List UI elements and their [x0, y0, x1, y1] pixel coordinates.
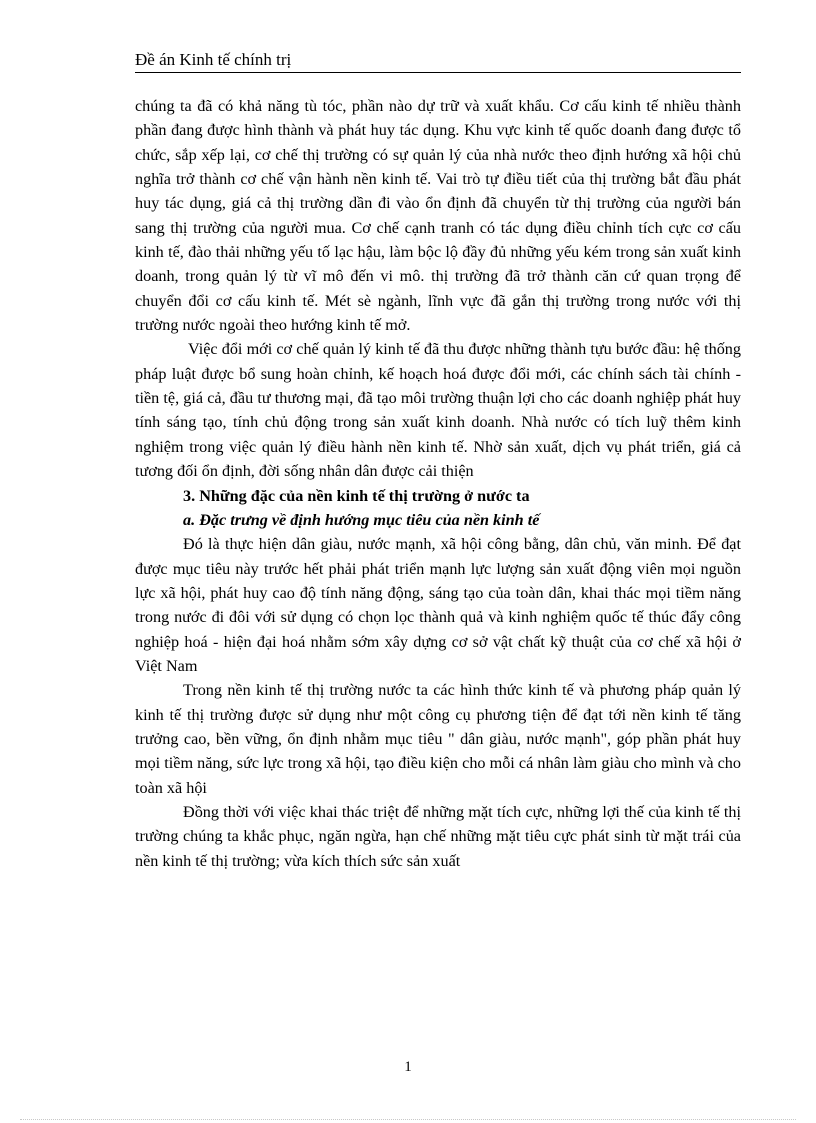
paragraph-5: Đồng thời với việc khai thác triệt để những mặt tích cực, những lợi thế của kinh tế thị trường chúng ta khắc phục, ngăn ngừa, hạn chế những mặt tiêu cực phát sinh từ mặt trái của nền kinh tế thị trường; vừa kích thích sức sản xuất [135, 802, 741, 870]
page-break-divider [20, 1119, 796, 1120]
section-heading: 3. Những đặc của nền kinh tế thị trường ở nước ta [183, 486, 530, 505]
paragraph-2: Việc đổi mới cơ chế quản lý kinh tế đã thu được những thành tựu bước đầu: hệ thống pháp luật được bổ sung hoàn chỉnh, kế hoạch hoá được đổi mới, các chính sách tài chính - tiền tệ, giá cả, đầu tư thương mại, đã tạo môi trường thuận lợi cho các doanh nghiệp phát huy tính sáng tạo, tính chủ động trong sản xuất kinh doanh. Nhà nước có tích luỹ thêm kinh nghiệm trong việc quản lý điều hành nền kinh tế. Nhờ sản xuất, dịch vụ phát triển, giá cả tương đối ổn định, đời sống nhân dân được cải thiện [135, 340, 741, 481]
page-number: 1 [404, 1059, 412, 1075]
paragraph-3: Đó là thực hiện dân giàu, nước mạnh, xã hội công bằng, dân chủ, văn minh. Để đạt được mục tiêu này trước hết phải phát triển mạnh lực lượng sản xuất động viên mọi nguồn lực xã hội, phát huy cao độ tính năng động, sáng tạo của toàn dân, khai thác mọi tiềm năng trong nước đi đôi với sử dụng có chọn lọc thành quả và kinh nghiệm quốc tế thúc đẩy công nghiệp hoá - hiện đại hoá nhằm sớm xây dựng cơ sở vật chất kỹ thuật của cơ chế xã hội ở Việt Nam [135, 535, 741, 675]
document-body [135, 94, 741, 873]
paragraph-1: chúng ta đã có khả năng tù tóc, phần nào dự trữ và xuất khẩu. Cơ cấu kinh tế nhiều thành phần đang được hình thành và phát huy tác dụng. Khu vực kinh tế quốc doanh đang được tổ chức, sắp xếp lại, cơ chế thị trường có sự quản lý của nhà nước theo định hướng xã hội chủ nghĩa trở thành cơ chế vận hành nền kinh tế. Vai trò tự điều tiết của thị trường bắt đầu phát huy tác dụng, giá cả thị trường dần đi vào ổn định đã chuyển từ thị trường của người bán sang thị trường của người mua. Cơ chế cạnh tranh có tác dụng điều chỉnh tích cực cơ cấu kinh tế, đào thải những yếu tố lạc hậu, làm bộc lộ đầy đủ những yếu kém trong sản xuất kinh doanh, trong quản lý từ vĩ mô đến vi mô. thị trường đã trở thành căn cứ quan trọng để chuyển đổi cơ cấu kinh tế. Mét sè ngành, lĩnh vực đã gắn thị trường trong nước với thị trường nước ngoài theo hướng kinh tế mở. [135, 97, 741, 335]
paragraph-4: Trong nền kinh tế thị trường nước ta các hình thức kinh tế và phương pháp quản lý kinh tế thị trường được sử dụng như một công cụ phương tiện để đạt tới nền kinh tế tăng trưởng cao, bền vững, ổn định nhằm mục tiêu " dân giàu, nước mạnh", góp phần phát huy mọi tiềm năng, sức lực trong xã hội, tạo điều kiện cho mỗi cá nhân làm giàu cho mình và cho toàn xã hội [135, 681, 741, 797]
header-title: Đề án Kinh tế chính trị [135, 50, 292, 69]
page-header [135, 46, 741, 73]
subsection-heading: a. Đặc trưng về định hướng mục tiêu của nền kinh tế [183, 510, 540, 529]
